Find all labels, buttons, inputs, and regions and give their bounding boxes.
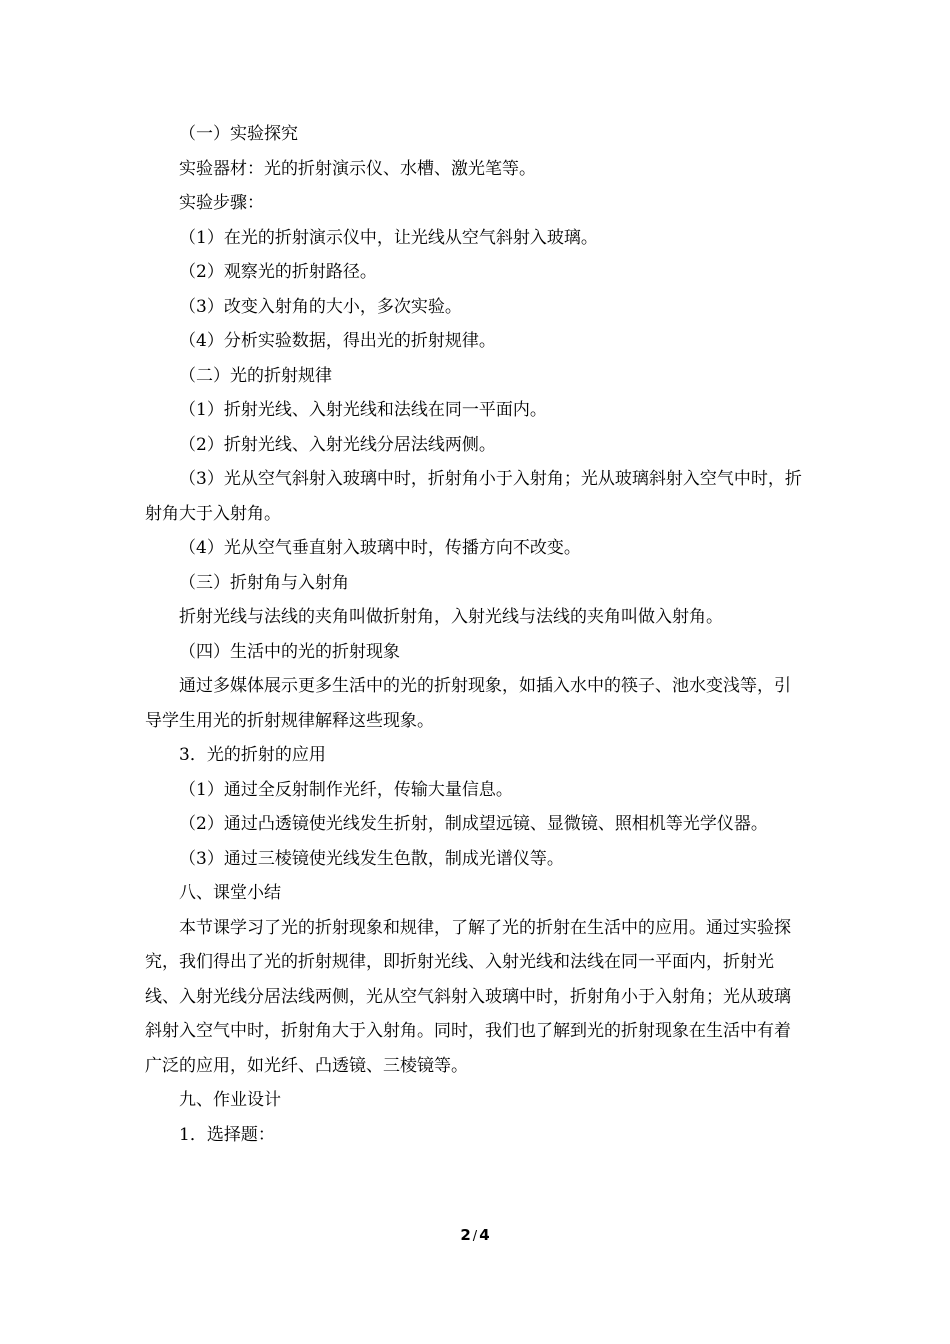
current-page-number: 2 [460,1226,471,1244]
list-item-rule-2: （2）折射光线、入射光线分居法线两侧。 [179,434,496,455]
list-item-application-1: （1）通过全反射制作光纤，传输大量信息。 [179,779,513,800]
paragraph-steps-label: 实验步骤： [179,193,264,213]
list-item-rule-1: （1）折射光线、入射光线和法线在同一平面内。 [179,400,547,420]
list-item-rule-4: （4）光从空气垂直射入玻璃中时，传播方向不改变。 [179,538,581,558]
section-heading-daily-life: （四）生活中的光的折射现象 [179,641,400,662]
page-separator: / [472,1229,478,1244]
list-item-step-4: （4）分析实验数据，得出光的折射规律。 [179,331,496,351]
section-heading-experiment: （一）实验探究 [179,124,298,144]
list-item-application-3: （3）通过三棱镜使光线发生色散，制成光谱仪等。 [179,848,564,869]
section-heading-applications: 3．光的折射的应用 [179,745,326,765]
paragraph-summary: 本节课学习了光的折射现象和规律，了解了光的折射在生活中的应用。通过实验探究，我们得出了光的折射规律，即折射光线、入射光线和法线在同一平面内，折射光线、入射光线分居法线两侧，光从空气斜射入玻璃中时，折射角小于入射角；光从玻璃斜射入空气中时，折射角大于入射角。同时，我们也了解到光的折射现象在生活中有着广泛的应用，如光纤、凸透镜、三棱镜等。 [145,917,791,1076]
paragraph-choice-questions: 1．选择题： [179,1124,275,1145]
list-item-application-2: （2）通过凸透镜使光线发生折射，制成望远镜、显微镜、照相机等光学仪器。 [179,814,768,834]
section-heading-rules: （二）光的折射规律 [179,365,332,386]
list-item-step-1: （1）在光的折射演示仪中，让光线从空气斜射入玻璃。 [179,227,598,248]
paragraph-daily-life: 通过多媒体展示更多生活中的光的折射现象，如插入水中的筷子、池水变浅等，引导学生用光的折射规律解释这些现象。 [145,676,791,731]
total-page-count: 4 [479,1226,490,1244]
section-heading-summary: 八、课堂小结 [179,883,281,903]
paragraph-angle-definition: 折射光线与法线的夹角叫做折射角，入射光线与法线的夹角叫做入射角。 [179,607,723,627]
paragraph-equipment: 实验器材：光的折射演示仪、水槽、激光笔等。 [179,158,536,179]
list-item-step-3: （3）改变入射角的大小，多次实验。 [179,296,462,317]
section-heading-angles: （三）折射角与入射角 [179,572,349,593]
list-item-rule-3: （3）光从空气斜射入玻璃中时，折射角小于入射角；光从玻璃斜射入空气中时，折射角大于入射角。 [145,469,802,524]
list-item-step-2: （2）观察光的折射路径。 [179,262,377,282]
section-heading-homework: 九、作业设计 [179,1090,281,1110]
page-number [0,1226,950,1244]
document-body [145,117,805,1152]
